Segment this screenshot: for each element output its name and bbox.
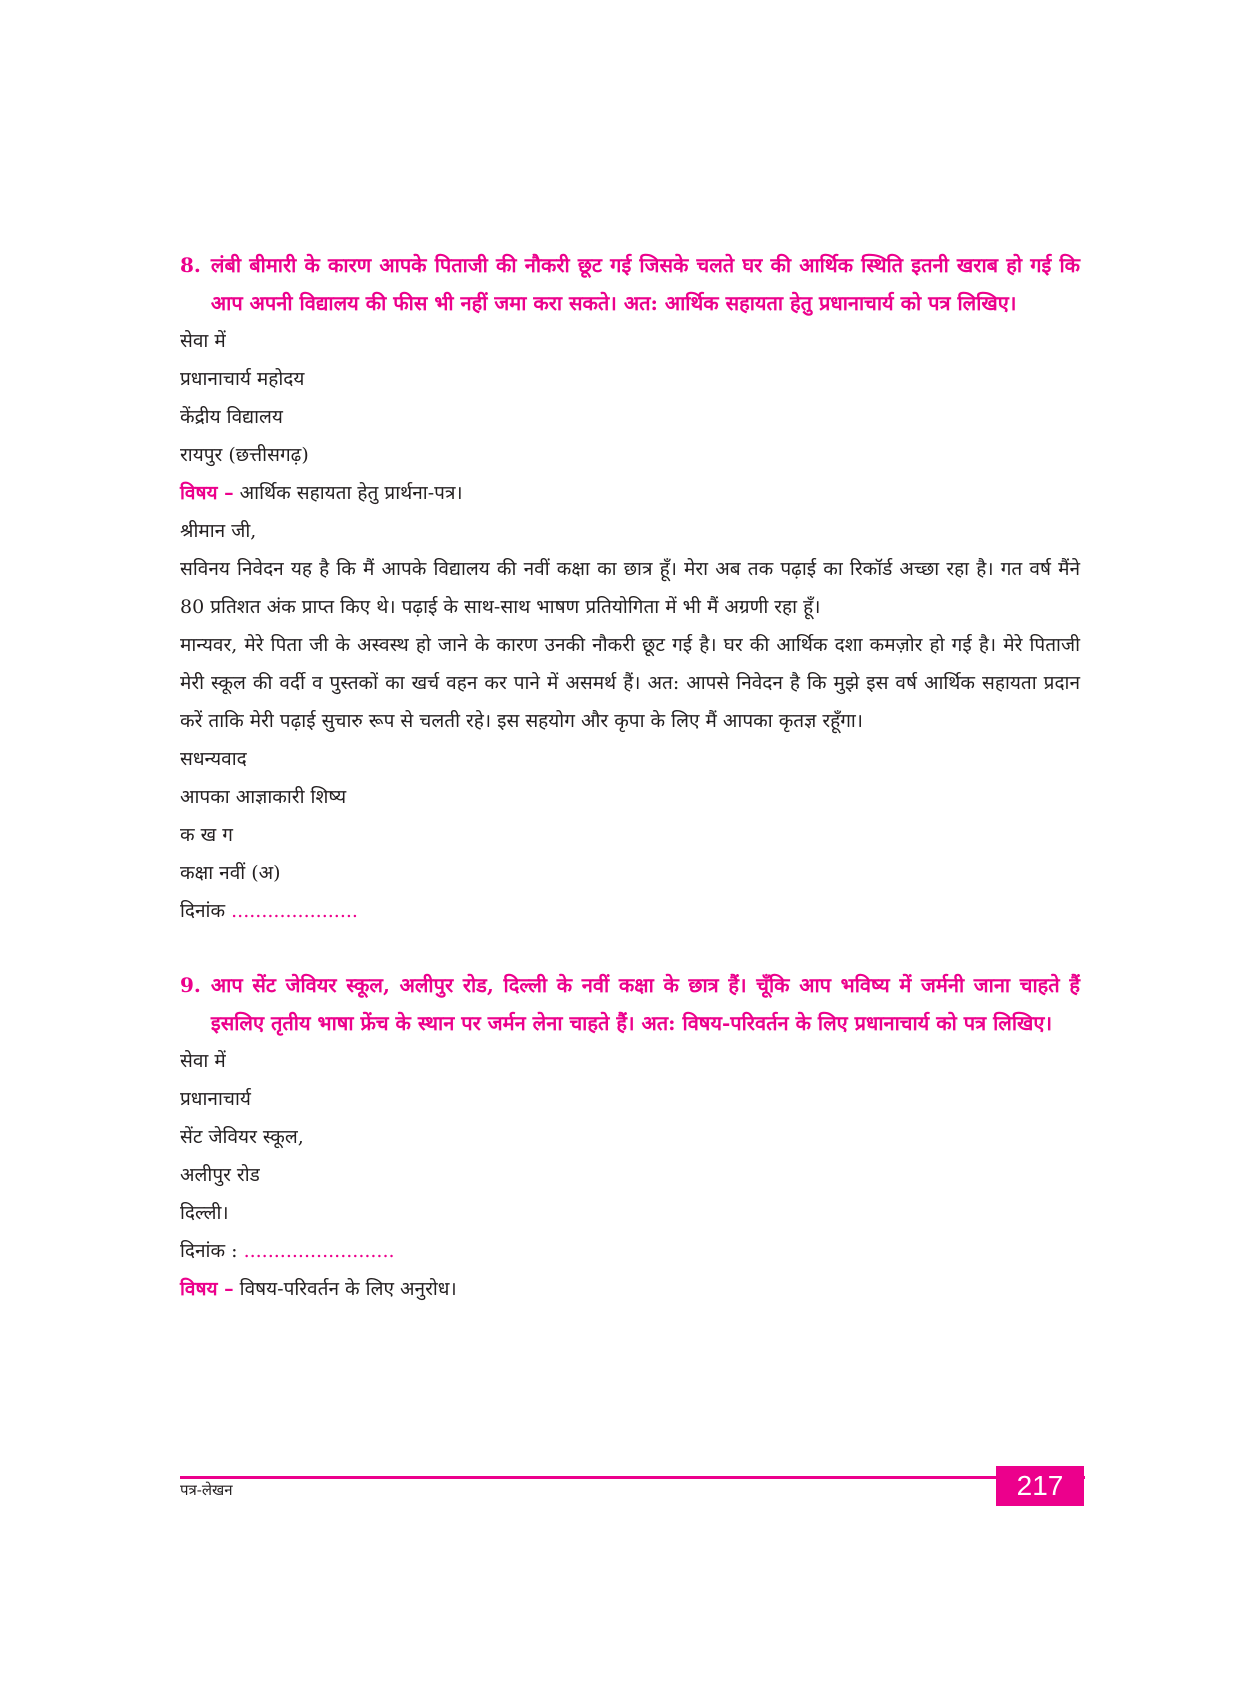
address-line: सेवा में bbox=[180, 330, 226, 352]
footer-section-label: पत्र-लेखन bbox=[180, 1481, 233, 1499]
address-line: केंद्रीय विद्यालय bbox=[180, 406, 283, 428]
body-paragraph: सविनय निवेदन यह है कि मैं आपके विद्यालय की नवीं कक्षा का छात्र हूँ। मेरा अब तक पढ़ाई का रिकॉर्ड अच्छा रहा है। गत वर्ष मैंने 80 प्रतिशत अंक प्राप्त किए थे। पढ़ाई के साथ-साथ भाषण प्रतियोगिता में भी मैं अग्रणी रहा हूँ। bbox=[180, 558, 1080, 618]
footer-divider bbox=[180, 1476, 1085, 1479]
question-9 bbox=[180, 966, 1080, 1042]
letter-1 bbox=[180, 322, 1080, 930]
content bbox=[180, 246, 1080, 1308]
closing-line: सधन्यवाद bbox=[180, 748, 247, 770]
question-number: 8. bbox=[180, 253, 201, 277]
address-line: सेंट जेवियर स्कूल, bbox=[180, 1126, 304, 1148]
date-line bbox=[180, 892, 1080, 930]
date-placeholder: ..................... bbox=[231, 900, 358, 922]
address-line: अलीपुर रोड bbox=[180, 1164, 260, 1186]
subject-text: आर्थिक सहायता हेतु प्रार्थना-पत्र। bbox=[239, 482, 463, 504]
subject-line bbox=[180, 1270, 1080, 1308]
question-8 bbox=[180, 246, 1080, 322]
address-line: प्रधानाचार्य bbox=[180, 1088, 251, 1110]
date-label: दिनांक bbox=[180, 900, 226, 922]
subject-text: विषय-परिवर्तन के लिए अनुरोध। bbox=[239, 1278, 457, 1300]
question-text: लंबी बीमारी के कारण आपके पिताजी की नौकरी छूट गई जिसके चलते घर की आर्थिक स्थिति इतनी खराब हो गई कि आप अपनी विद्यालय की फीस भी नहीं जमा करा सकते। अत: आर्थिक सहायता हेतु प्रधानाचार्य को पत्र लिखिए। bbox=[210, 253, 1080, 315]
closing-line: क ख ग bbox=[180, 824, 233, 846]
body-paragraph: मान्यवर, मेरे पिता जी के अस्वस्थ हो जाने के कारण उनकी नौकरी छूट गई है। घर की आर्थिक दशा कमज़ोर हो गई है। मेरे पिताजी मेरी स्कूल की वर्दी व पुस्तकों का खर्च वहन कर पाने में असमर्थ हैं। अत: आपसे निवेदन है कि मुझे इस वर्ष आर्थिक सहायता प्रदान करें ताकि मेरी पढ़ाई सुचारु रूप से चलती रहे। इस सहयोग और कृपा के लिए मैं आपका कृतज्ञ रहूँगा। bbox=[180, 634, 1080, 732]
address-line: दिल्ली। bbox=[180, 1202, 229, 1224]
letter-2 bbox=[180, 1042, 1080, 1308]
closing-line: आपका आज्ञाकारी शिष्य bbox=[180, 786, 347, 808]
subject-line bbox=[180, 474, 1080, 512]
address-line: रायपुर (छत्तीसगढ़) bbox=[180, 444, 309, 466]
date-placeholder: ......................... bbox=[243, 1240, 395, 1262]
subject-label: विषय – bbox=[180, 482, 234, 504]
page-number: 217 bbox=[996, 1466, 1084, 1506]
question-number: 9. bbox=[180, 973, 201, 997]
salutation: श्रीमान जी, bbox=[180, 520, 257, 542]
date-line bbox=[180, 1232, 1080, 1270]
subject-label: विषय – bbox=[180, 1278, 234, 1300]
address-line: सेवा में bbox=[180, 1050, 226, 1072]
question-text: आप सेंट जेवियर स्कूल, अलीपुर रोड, दिल्ली के नवीं कक्षा के छात्र हैं। चूँकि आप भविष्य में जर्मनी जाना चाहते हैं इसलिए तृतीय भाषा फ्रेंच के स्थान पर जर्मन लेना चाहते हैं। अत: विषय-परिवर्तन के लिए प्रधानाचार्य को पत्र लिखिए। bbox=[210, 973, 1080, 1035]
closing-line: कक्षा नवीं (अ) bbox=[180, 862, 281, 884]
address-line: प्रधानाचार्य महोदय bbox=[180, 368, 305, 390]
date-label: दिनांक : bbox=[180, 1240, 238, 1262]
